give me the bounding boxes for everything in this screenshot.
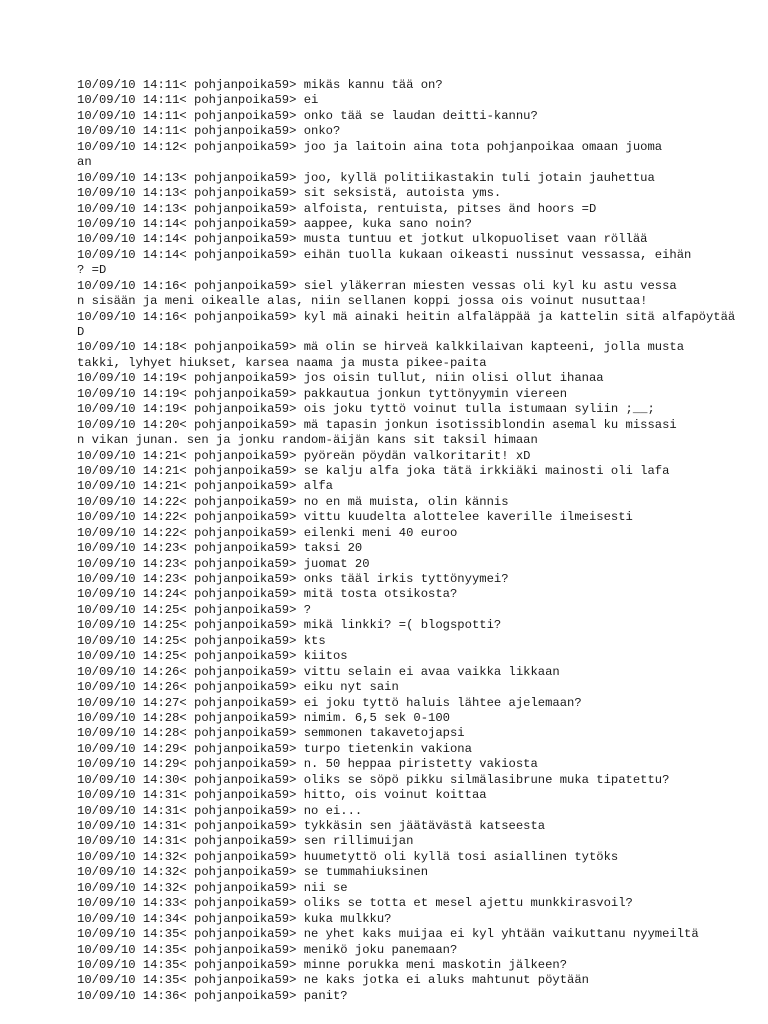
log-line: 10/09/10 14:23< pohjanpoika59> taksi 20	[77, 541, 363, 556]
log-line: 10/09/10 14:23< pohjanpoika59> onks tääl irkis tyttönyymei?	[77, 572, 509, 586]
log-line: 10/09/10 14:36< pohjanpoika59> panit?	[77, 988, 348, 1003]
log-line: 10/09/10 14:19< pohjanpoika59> pakkautua jonkun tyttönyymin viereen	[77, 386, 568, 401]
log-line: 10/09/10 14:28< pohjanpoika59> semmonen takavetojapsi	[77, 726, 465, 741]
log-line: 10/09/10 14:22< pohjanpoika59> eilenki meni 40 euroo	[77, 525, 458, 540]
log-line: 10/09/10 14:14< pohjanpoika59> eihän tuolla kukaan oikeasti nussinut vessassa, eihän	[77, 247, 692, 262]
log-line: 10/09/10 14:26< pohjanpoika59> eiku nyt sain	[77, 680, 399, 695]
log-line: 10/09/10 14:35< pohjanpoika59> ne yhet kaks muijaa ei kyl yhtään vaikuttanu nyymeiltä	[77, 927, 699, 942]
log-line: D	[77, 325, 85, 339]
chat-log	[77, 78, 768, 1004]
log-line: 10/09/10 14:33< pohjanpoika59> oliks se totta et mesel ajettu munkkirasvoil?	[77, 896, 633, 911]
log-line: 10/09/10 14:31< pohjanpoika59> hitto, ois voinut koittaa	[77, 788, 487, 803]
log-line: 10/09/10 14:31< pohjanpoika59> no ei...	[77, 803, 363, 818]
log-line: 10/09/10 14:27< pohjanpoika59> ei joku tyttö haluis lähtee ajelemaan?	[77, 695, 582, 710]
log-line: 10/09/10 14:30< pohjanpoika59> oliks se söpö pikku silmälasibrune muka tipatettu?	[77, 772, 670, 787]
log-line: 10/09/10 14:25< pohjanpoika59> kiitos	[77, 649, 348, 664]
log-line: 10/09/10 14:29< pohjanpoika59> n. 50 heppaa piristetty vakiosta	[77, 757, 538, 772]
log-line: 10/09/10 14:16< pohjanpoika59> kyl mä ainaki heitin alfaläppää ja kattelin sitä alfapöytää	[77, 309, 736, 324]
log-line: 10/09/10 14:21< pohjanpoika59> se kalju alfa joka tätä irkkiäki mainosti oli lafa	[77, 463, 670, 478]
log-line: 10/09/10 14:32< pohjanpoika59> huumetyttö oli kyllä tosi asiallinen tytöks	[77, 849, 619, 864]
log-line: 10/09/10 14:29< pohjanpoika59> turpo tietenkin vakiona	[77, 741, 472, 756]
log-line: 10/09/10 14:11< pohjanpoika59> ei	[77, 93, 319, 108]
log-line: 10/09/10 14:21< pohjanpoika59> alfa	[77, 479, 333, 494]
log-line: ? =D	[77, 263, 107, 278]
log-line: 10/09/10 14:31< pohjanpoika59> sen rillimuijan	[77, 834, 414, 849]
log-line: n vikan junan. sen ja jonku random-äijän kans sit taksil himaan	[77, 433, 538, 448]
log-line: 10/09/10 14:22< pohjanpoika59> no en mä muista, olin kännis	[77, 494, 509, 509]
log-line: 10/09/10 14:21< pohjanpoika59> pyöreän pöydän valkoritarit! xD	[77, 448, 531, 463]
log-line: 10/09/10 14:25< pohjanpoika59> kts	[77, 633, 326, 648]
log-line: 10/09/10 14:16< pohjanpoika59> siel yläkerran miesten vessas oli kyl ku astu vessa	[77, 278, 677, 293]
log-line: 10/09/10 14:25< pohjanpoika59> ?	[77, 602, 312, 617]
log-line: 10/09/10 14:35< pohjanpoika59> minne porukka meni maskotin jälkeen?	[77, 957, 568, 972]
log-line: 10/09/10 14:13< pohjanpoika59> joo, kyllä politiikastakin tuli jotain jauhettua	[77, 170, 655, 185]
log-line: 10/09/10 14:11< pohjanpoika59> onko?	[77, 124, 341, 139]
log-line: 10/09/10 14:14< pohjanpoika59> aappee, kuka sano noin?	[77, 216, 472, 231]
log-line: 10/09/10 14:32< pohjanpoika59> se tummahiuksinen	[77, 865, 429, 880]
log-line: 10/09/10 14:35< pohjanpoika59> menikö joku panemaan?	[77, 942, 458, 957]
log-line: 10/09/10 14:22< pohjanpoika59> vittu kuudelta alottelee kaverille ilmeisesti	[77, 510, 633, 525]
log-line: 10/09/10 14:25< pohjanpoika59> mikä linkki? =( blogspotti?	[77, 618, 502, 633]
log-line: 10/09/10 14:19< pohjanpoika59> jos oisin tullut, niin olisi ollut ihanaa	[77, 371, 604, 386]
log-line: 10/09/10 14:31< pohjanpoika59> tykkäsin sen jäätävästä katseesta	[77, 819, 546, 833]
log-line: 10/09/10 14:26< pohjanpoika59> vittu selain ei avaa vaikka likkaan	[77, 664, 560, 679]
log-line: an	[77, 155, 92, 170]
log-line: 10/09/10 14:14< pohjanpoika59> musta tuntuu et jotkut ulkopuoliset vaan röllää	[77, 232, 648, 247]
log-line: 10/09/10 14:35< pohjanpoika59> ne kaks jotka ei aluks mahtunut pöytään	[77, 973, 589, 988]
log-line: 10/09/10 14:19< pohjanpoika59> ois joku tyttö voinut tulla istumaan syliin ;__;	[77, 402, 655, 417]
log-line: 10/09/10 14:13< pohjanpoika59> alfoista, rentuista, pitses änd hoors =D	[77, 201, 597, 216]
log-line: 10/09/10 14:18< pohjanpoika59> mä olin se hirveä kalkkilaivan kapteeni, jolla musta	[77, 340, 685, 355]
log-line: 10/09/10 14:12< pohjanpoika59> joo ja laitoin aina tota pohjanpoikaa omaan juoma	[77, 139, 663, 154]
log-line: 10/09/10 14:13< pohjanpoika59> sit seksistä, autoista yms.	[77, 186, 502, 201]
log-line: takki, lyhyet hiukset, karsea naama ja musta pikee-paita	[77, 355, 487, 370]
log-line: 10/09/10 14:28< pohjanpoika59> nimim. 6,5 sek 0-100	[77, 710, 450, 725]
log-line: 10/09/10 14:34< pohjanpoika59> kuka mulkku?	[77, 911, 392, 926]
log-line: n sisään ja meni oikealle alas, niin sellanen koppi jossa ois voinut nusuttaa!	[77, 294, 648, 309]
log-line: 10/09/10 14:24< pohjanpoika59> mitä tosta otsikosta?	[77, 587, 458, 602]
log-line: 10/09/10 14:23< pohjanpoika59> juomat 20	[77, 556, 370, 571]
log-line: 10/09/10 14:20< pohjanpoika59> mä tapasin jonkun isotissiblondin asemal ku missasi	[77, 417, 677, 432]
log-line: 10/09/10 14:11< pohjanpoika59> mikäs kannu tää on?	[77, 78, 443, 92]
log-line: 10/09/10 14:32< pohjanpoika59> nii se	[77, 880, 348, 895]
log-line: 10/09/10 14:11< pohjanpoika59> onko tää se laudan deitti-kannu?	[77, 108, 538, 123]
